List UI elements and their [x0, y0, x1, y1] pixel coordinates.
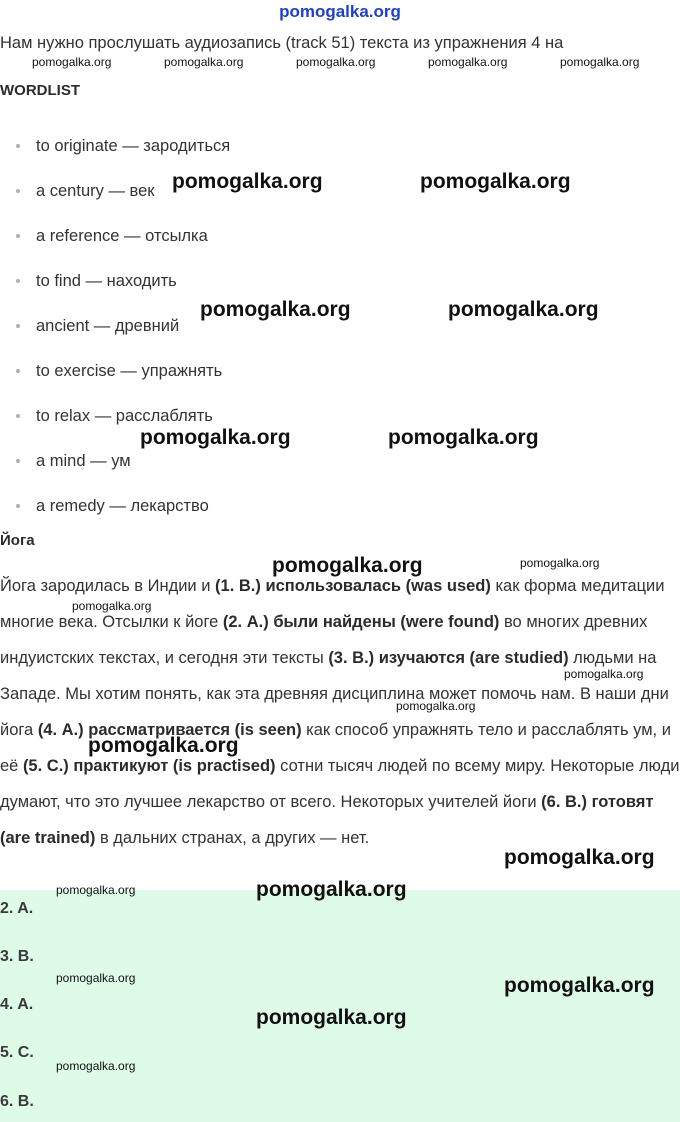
watermark: pomogalka.org [256, 1006, 407, 1029]
watermark: pomogalka.org [448, 298, 599, 321]
intro-text: Нам нужно прослушать аудиозапись (track 51) текста из упражнения 4 на [0, 34, 564, 52]
watermark: pomogalka.org [504, 846, 655, 869]
wordlist-item: a century — век [0, 172, 680, 217]
wordlist-item: ancient — древний [0, 307, 680, 352]
yoga-text-segment: во многих древних индуистских текстах, и сегодня эти тексты [0, 613, 648, 667]
watermark: pomogalka.org [296, 55, 376, 69]
wordlist-item: to relax — расслаблять [0, 397, 680, 442]
watermark: pomogalka.org [56, 971, 136, 985]
answer-item: 6. B. [0, 1093, 34, 1110]
watermark: pomogalka.org [72, 599, 152, 613]
wordlist-item: a reference — отсылка [0, 217, 680, 262]
site-link[interactable]: pomogalka.org [279, 2, 401, 21]
yoga-answer-highlight: (5. C.) [22, 757, 69, 775]
wordlist-item: to find — находить [0, 262, 680, 307]
watermark: pomogalka.org [256, 878, 407, 901]
yoga-heading: Йога [0, 532, 35, 549]
wordlist-item: to originate — зародиться [0, 127, 680, 172]
yoga-text-segment: в дальних странах, а других — нет. [95, 829, 370, 847]
yoga-answer-highlight: (1. B.) [215, 577, 261, 595]
watermark: pomogalka.org [140, 426, 291, 449]
yoga-answer-highlight: (2. A.) [222, 613, 269, 631]
watermark: pomogalka.org [200, 298, 351, 321]
yoga-text-segment: людьми на Западе. Мы хотим понять, как эта древняя дисциплина может помочь нам. В наши дни йога [0, 649, 669, 739]
yoga-answer-highlight: были найдены (were found) [273, 613, 500, 631]
yoga-answer-highlight: практикуют (is practised) [73, 757, 276, 775]
answer-item: 2. A. [0, 900, 34, 917]
yoga-answer-highlight: (4. A.) [37, 721, 84, 739]
watermark: pomogalka.org [564, 667, 644, 681]
watermark: pomogalka.org [396, 699, 476, 713]
answer-item: 4. A. [0, 996, 34, 1013]
answer-item: 3. B. [0, 948, 34, 965]
wordlist-item: a remedy — лекарство [0, 487, 680, 532]
watermark: pomogalka.org [56, 1059, 136, 1073]
yoga-answer-highlight: рассматривается (is seen) [88, 721, 302, 739]
watermark: pomogalka.org [164, 55, 244, 69]
yoga-answer-highlight: (6. B.) [541, 793, 587, 811]
watermark: pomogalka.org [56, 883, 136, 897]
yoga-answer-highlight: готовят (are trained) [0, 793, 654, 847]
answer-item: 5. C. [0, 1044, 34, 1061]
wordlist-item: a mind — ум [0, 442, 680, 487]
watermark: pomogalka.org [88, 734, 239, 757]
wordlist-item: to exercise — упражнять [0, 352, 680, 397]
yoga-answer-highlight: изучаются (are studied) [378, 649, 569, 667]
yoga-text-segment: как способ упражнять тело и расслаблять ум, и её [0, 721, 671, 775]
yoga-text-segment: как форма медитации многие века. Отсылки к йоге [0, 577, 665, 631]
watermark: pomogalka.org [504, 974, 655, 997]
wordlist-heading: WORDLIST [0, 82, 80, 99]
yoga-text-segment: Йога зародилась в Индии и [0, 577, 216, 595]
watermark: pomogalka.org [388, 426, 539, 449]
watermark: pomogalka.org [272, 554, 423, 577]
watermark: pomogalka.org [560, 55, 640, 69]
yoga-answer-highlight: (3. B.) [328, 649, 375, 667]
watermark: pomogalka.org [428, 55, 508, 69]
yoga-answer-highlight: использовалась (was used) [265, 577, 491, 595]
watermark: pomogalka.org [172, 170, 323, 193]
watermark: pomogalka.org [32, 55, 112, 69]
wordlist [0, 127, 680, 532]
yoga-text-segment: сотни тысяч людей по всему миру. Некоторые люди думают, что это лучшее лекарство от всего. Некоторых учителей йоги [0, 757, 680, 811]
watermark: pomogalka.org [520, 556, 600, 570]
watermark: pomogalka.org [420, 170, 571, 193]
